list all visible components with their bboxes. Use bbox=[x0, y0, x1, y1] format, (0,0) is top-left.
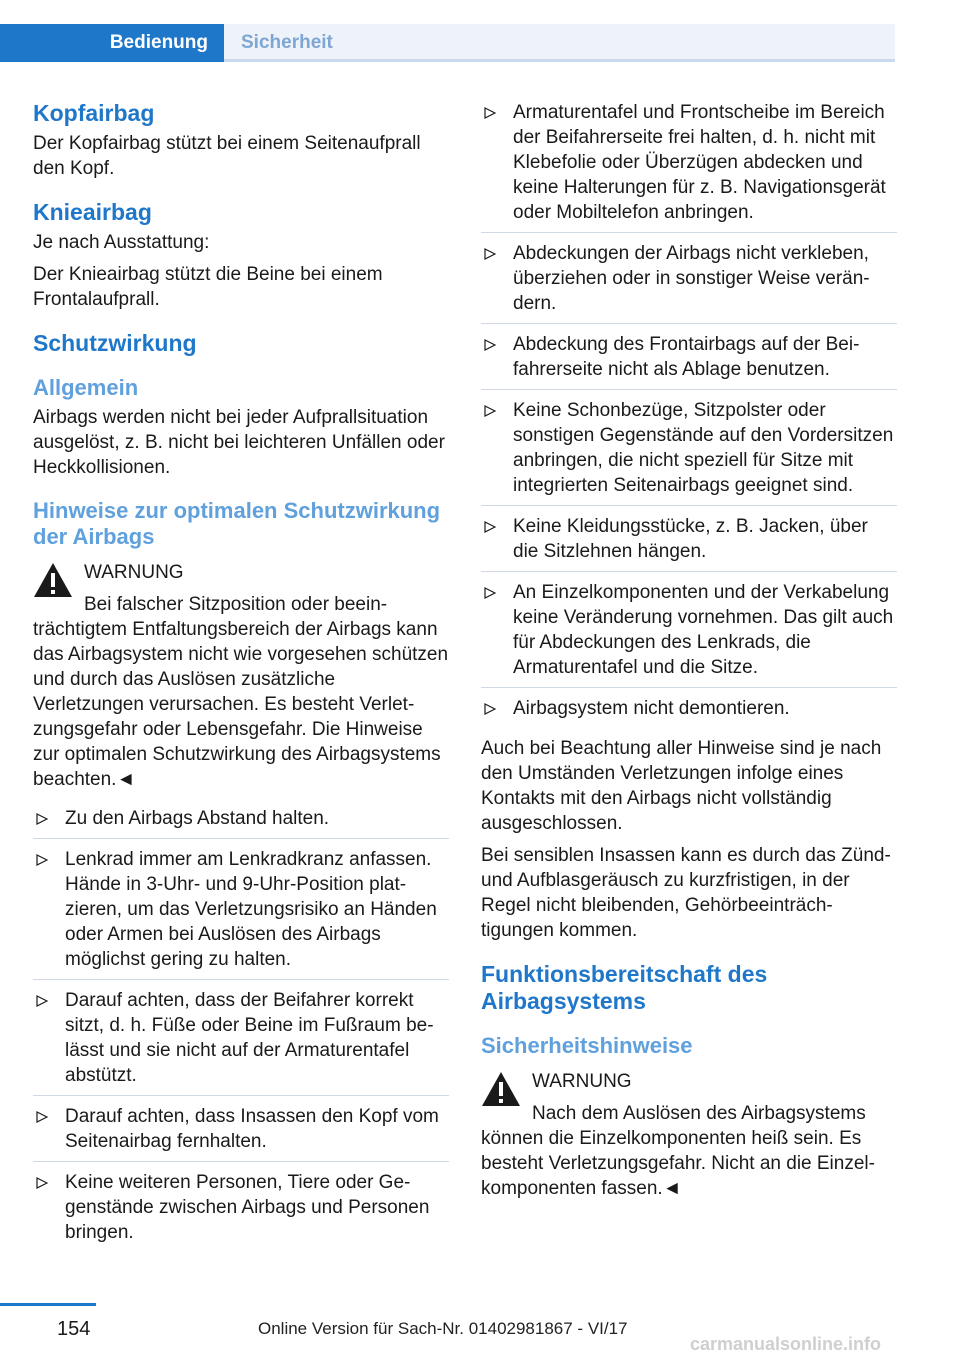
warning-text: Nach dem Auslösen des Airbagsystems können die Einzelkomponenten heiß sein. Es besteht Verletzungsgefahr. Nicht an die Einzelkomponenten fassen.◄ bbox=[481, 1103, 875, 1199]
header-divider bbox=[224, 59, 895, 62]
triangle-bullet-icon bbox=[484, 587, 496, 599]
heading-allgemein: Allgemein bbox=[33, 375, 139, 400]
page-number-bar bbox=[0, 1303, 96, 1306]
list-item: Abdeckungen der Airbags nicht verkleben, überziehen oder in sonstiger Weise verändern. bbox=[481, 241, 897, 324]
triangle-bullet-icon bbox=[36, 813, 48, 825]
left-list bbox=[33, 806, 449, 1252]
triangle-bullet-icon bbox=[36, 1177, 48, 1189]
heading-funktionsbereitschaft: Funktionsbereitschaft des Airbagsystems bbox=[481, 961, 768, 1014]
warning-title: WARNUNG bbox=[84, 562, 184, 583]
triangle-bullet-icon bbox=[36, 854, 48, 866]
warning-text: Bei falscher Sitzposition oder beeinträchtigtem Entfaltungsbereich der Airbags kann das Airbagsystem nicht wie vorgesehen schützen und durch das Auslösen zusätzliche Verletzungen verursachen. Es besteht Verletzungsgefahr oder Lebensgefahr. Die Hinweise zur optimalen Schutzwirkung des Airbagsystems beachten.◄ bbox=[33, 594, 449, 790]
tab-sicherheit[interactable]: Sicherheit bbox=[224, 24, 895, 62]
list-item: Abdeckung des Frontairbags auf der Beifahrerseite nicht als Ablage benutzen. bbox=[481, 332, 897, 390]
knieairbag-text-1: Je nach Ausstattung: bbox=[33, 232, 210, 253]
header bbox=[0, 24, 960, 62]
right-column bbox=[481, 100, 897, 1215]
triangle-bullet-icon bbox=[36, 1111, 48, 1123]
heading-knieairbag: Knieairbag bbox=[33, 199, 152, 225]
left-column bbox=[33, 100, 449, 1260]
list-item: Keine Schonbezüge, Sitzpolster oder sonstigen Gegenstände auf den Vordersitzen anbringen, die nicht speziell für Sitze mit integrierten Seitenairbags geeignet sind. bbox=[481, 398, 897, 506]
triangle-bullet-icon bbox=[484, 339, 496, 351]
triangle-bullet-icon bbox=[484, 248, 496, 260]
footer-text: Online Version für Sach-Nr. 01402981867 - VI/17 bbox=[258, 1319, 628, 1338]
paragraph-hinweise: Auch bei Beachtung aller Hinweise sind je nach den Umständen Verletzungen infolge eines Kontakts mit den Airbags nicht vollständig ausgeschlossen. bbox=[481, 738, 882, 834]
list-item: Lenkrad immer am Lenkradkranz anfassen. Hände in 3-Uhr- und 9-Uhr-Position platzieren, um das Verletzungsrisiko an Händen oder Armen bei Auslösen des Airbags möglichst gering zu halten. bbox=[33, 847, 449, 980]
warning-title: WARNUNG bbox=[532, 1071, 632, 1092]
warning-box bbox=[481, 1069, 897, 1201]
warning-box bbox=[33, 560, 449, 792]
list-item: Darauf achten, dass Insassen den Kopf vom Seitenairbag fernhalten. bbox=[33, 1104, 449, 1162]
triangle-bullet-icon bbox=[484, 107, 496, 119]
paragraph-insassen: Bei sensiblen Insassen kann es durch das Zünd- und Aufblasgeräusch zu kurzfristigen, in der Regel nicht bleibenden, Gehörbeeinträchtigungen kommen. bbox=[481, 845, 891, 941]
list-item: Darauf achten, dass der Beifahrer korrekt sitzt, d. h. Füße oder Beine im Fußraum belässt und sie nicht auf der Armaturentafel abstützt. bbox=[33, 988, 449, 1096]
list-item: Keine Kleidungsstücke, z. B. Jacken, über die Sitzlehnen hängen. bbox=[481, 514, 897, 572]
triangle-bullet-icon bbox=[484, 521, 496, 533]
page-number: 154 bbox=[57, 1318, 91, 1340]
triangle-bullet-icon bbox=[484, 703, 496, 715]
warning-icon bbox=[33, 562, 73, 598]
list-item: Armaturentafel und Frontscheibe im Bereich der Beifahrerseite frei halten, d. h. nicht mit Klebefolie oder Überzügen abdecken und keine Halterungen für z. B. Navigationsgerät oder Mobiltelefon anbringen. bbox=[481, 100, 897, 233]
knieairbag-text-2: Der Knieairbag stützt die Beine bei einem Frontalaufprall. bbox=[33, 264, 383, 310]
warning-icon bbox=[481, 1071, 521, 1107]
triangle-bullet-icon bbox=[484, 405, 496, 417]
watermark: carmanualsonline.info bbox=[690, 1334, 882, 1354]
heading-hinweise: Hinweise zur optimalen Schutzwirkung der Airbags bbox=[33, 498, 441, 549]
triangle-bullet-icon bbox=[36, 995, 48, 1007]
right-list bbox=[481, 100, 897, 728]
list-item: Airbagsystem nicht demontieren. bbox=[481, 696, 897, 728]
list-item: An Einzelkomponenten und der Verkabelung keine Veränderung vornehmen. Das gilt auch für Abdeckungen des Lenkrads, die Armaturentafel und die Sitze. bbox=[481, 580, 897, 688]
heading-kopfairbag: Kopfairbag bbox=[33, 100, 155, 126]
allgemein-text: Airbags werden nicht bei jeder Aufprallsituation ausgelöst, z. B. nicht bei leichteren Unfällen oder Heckkollisionen. bbox=[33, 407, 445, 478]
list-item: Keine weiteren Personen, Tiere oder Gegenstände zwischen Airbags und Personen bringen. bbox=[33, 1170, 449, 1252]
kopfairbag-text: Der Kopfairbag stützt bei einem Seitenaufprall den Kopf. bbox=[33, 133, 421, 179]
heading-sicherheitshinweise: Sicherheitshinweise bbox=[481, 1033, 693, 1058]
heading-schutzwirkung: Schutzwirkung bbox=[33, 330, 197, 356]
tab-bedienung[interactable]: Bedienung bbox=[0, 24, 224, 62]
list-item: Zu den Airbags Abstand halten. bbox=[33, 806, 449, 839]
